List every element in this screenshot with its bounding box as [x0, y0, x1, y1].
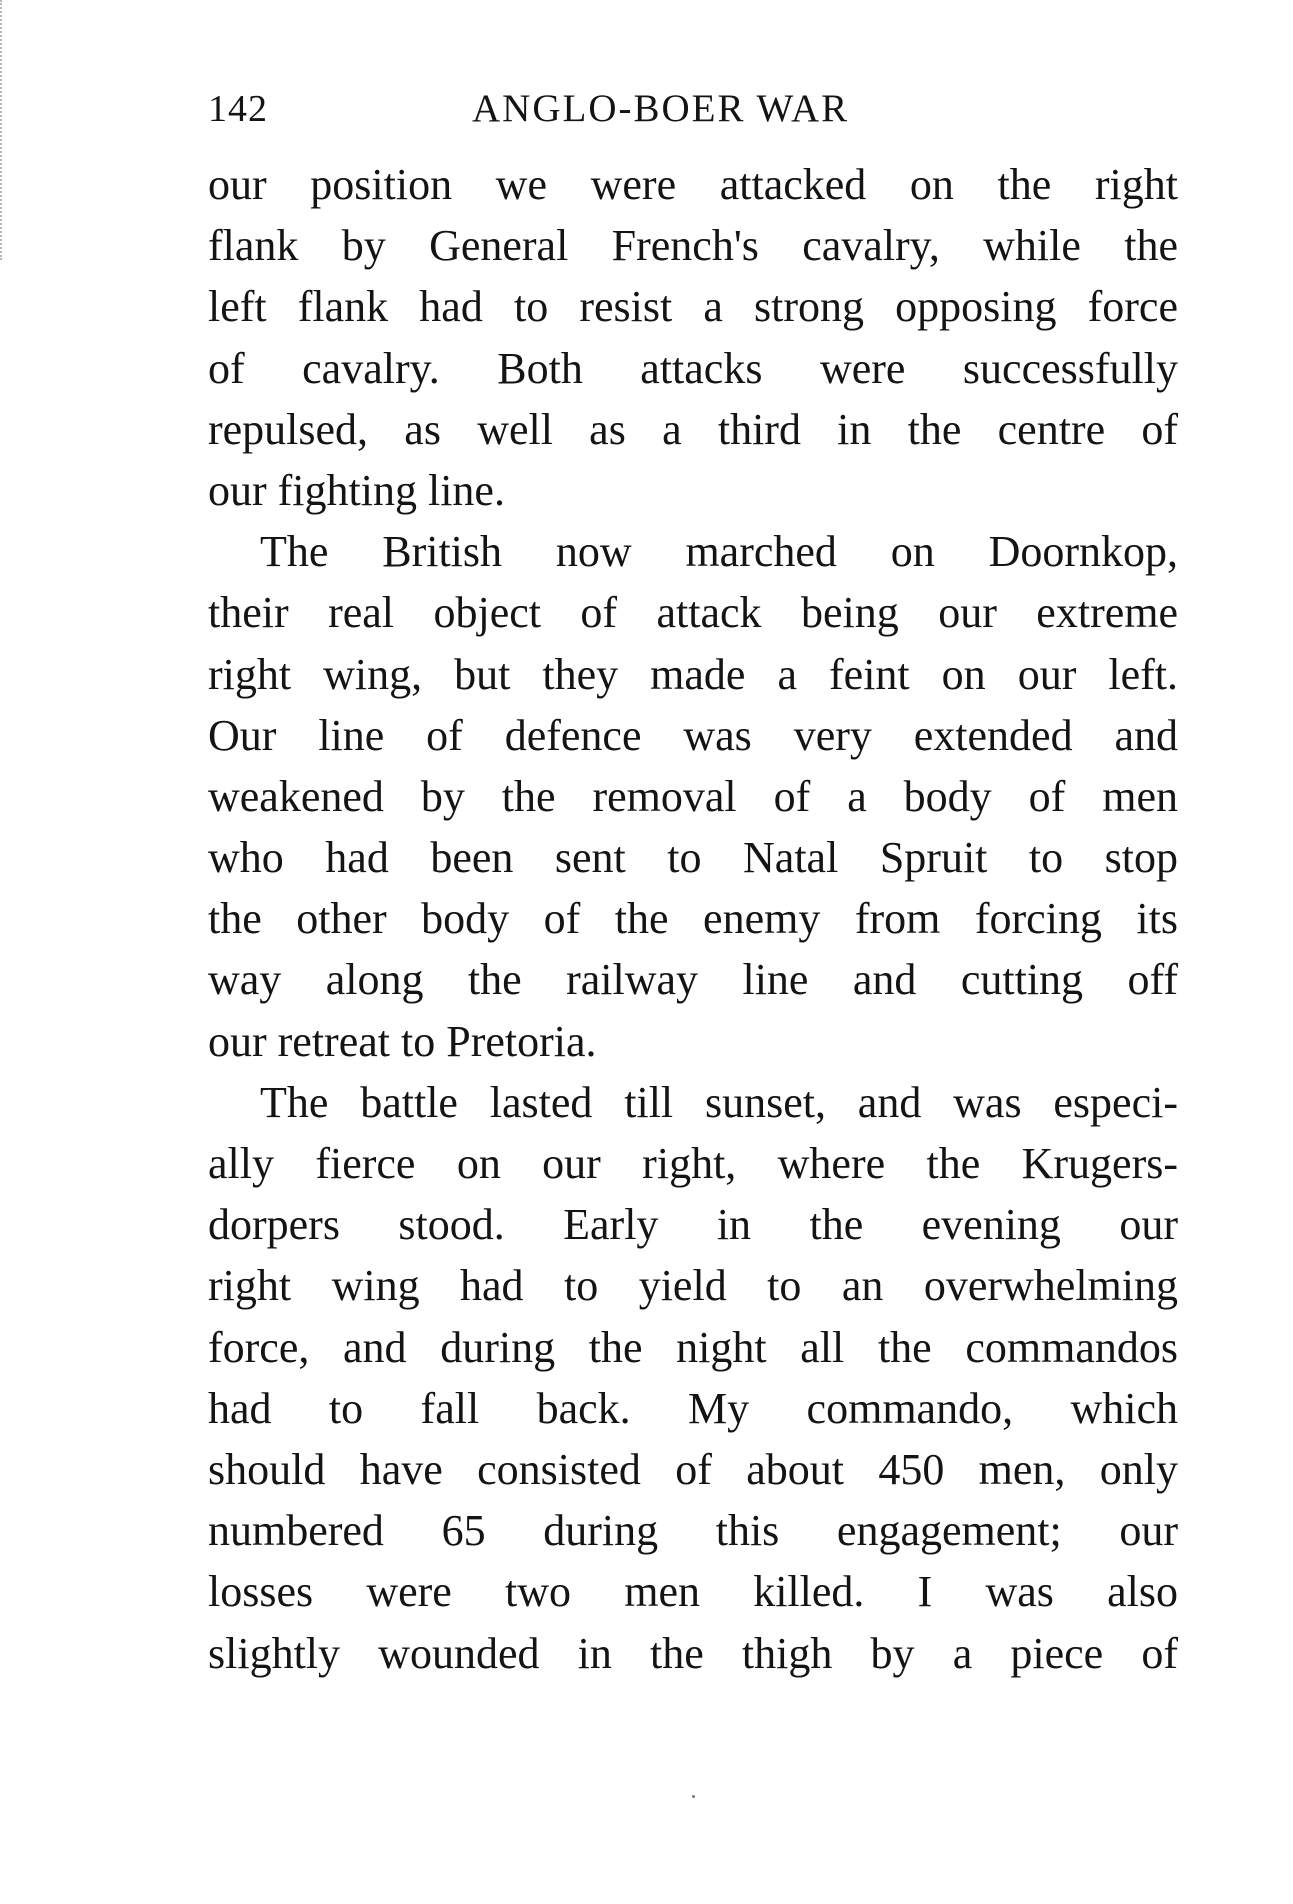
text-line: losses were two men killed. I was also [208, 1567, 1178, 1617]
text-line: The British now marched on Doornkop, [260, 527, 1178, 577]
text-line: weakened by the removal of a body of men [208, 771, 1178, 821]
page-number: 142 [208, 88, 268, 130]
text-line: The battle lasted till sunset, and was especi- [260, 1077, 1178, 1127]
body-text [208, 154, 1178, 1684]
scan-edge-marks [0, 0, 12, 260]
text-line: their real object of attack being our extreme [208, 588, 1178, 638]
text-line: the other body of the enemy from forcing its [208, 894, 1178, 944]
text-line: numbered 65 during this engagement; our [208, 1506, 1178, 1556]
text-line: dorpers stood. Early in the evening our [208, 1200, 1178, 1250]
text-line: who had been sent to Natal Spruit to stop [208, 833, 1178, 883]
text-line: right wing had to yield to an overwhelming [208, 1261, 1178, 1311]
text-line: our retreat to Pretoria. [208, 1016, 597, 1066]
text-line: our position we were attacked on the right [208, 160, 1178, 209]
text-line: flank by General French's cavalry, while the [208, 221, 1178, 271]
text-line: repulsed, as well as a third in the centre of [208, 404, 1178, 454]
text-line: slightly wounded in the thigh by a piece of [208, 1628, 1178, 1678]
text-line: our fighting line. [208, 465, 505, 515]
text-line: right wing, but they made a feint on our left. [208, 649, 1178, 699]
page-header [208, 84, 1178, 134]
text-line: ally fierce on our right, where the Krugers- [208, 1139, 1178, 1188]
text-line: force, and during the night all the commandos [208, 1322, 1178, 1372]
text-line: left flank had to resist a strong opposing force [208, 282, 1178, 332]
text-line: way along the railway line and cutting off [208, 955, 1178, 1005]
text-line: of cavalry. Both attacks were successfully [208, 343, 1178, 393]
text-line: had to fall back. My commando, which [208, 1383, 1178, 1433]
print-speck [692, 1795, 695, 1798]
text-line: Our line of defence was very extended and [208, 710, 1178, 760]
text-line: should have consisted of about 450 men, only [208, 1444, 1178, 1494]
running-head: ANGLO-BOER WAR [472, 87, 850, 130]
